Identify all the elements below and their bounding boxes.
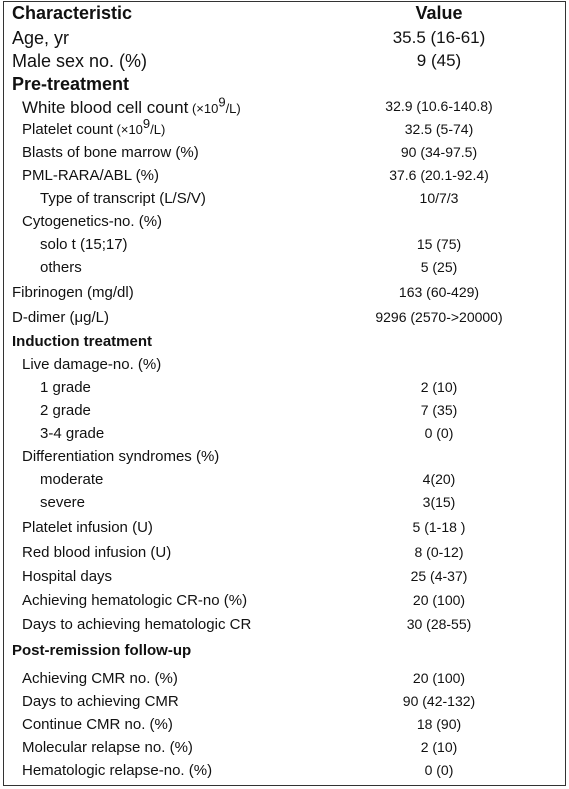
row-value: 15 (75) [416,236,462,252]
row-label: Hematologic relapse-no. (%) [22,762,213,779]
row-label: Continue CMR no. (%) [22,716,173,733]
row-label: Platelet count $(\times 10^9/L)$ [22,116,166,138]
table-row [4,51,565,73]
section-heading [4,333,565,355]
table-row [4,309,565,331]
row-label: Achieving hematologic CR-no (%) [22,592,248,609]
row-value: 7 (35) [420,402,458,418]
table-row [4,616,565,638]
row-value: 90 (34-97.5) [400,144,478,160]
row-value: 163 (60-429) [398,284,480,300]
table-row [4,167,565,189]
header-value: Value [415,3,463,23]
row-value: 25 (4-37) [410,568,468,584]
row-label: D-dimer (μg/L) [12,309,109,326]
row-label: Blasts of bone marrow (%) [22,144,199,161]
row-label: Differentiation syndromes (%) [22,448,220,465]
table-row [4,448,565,470]
row-label: Hospital days [22,568,113,585]
row-value: 3(15) [422,494,456,510]
row-value: 2 (10) [420,739,458,755]
row-value: 32.9 (10.6-140.8) [385,98,493,114]
table-row [4,144,565,166]
row-value: 4(20) [422,471,456,487]
table-row [4,28,565,50]
table-row [4,693,565,715]
section-heading [4,642,565,664]
row-label: Molecular relapse no. (%) [22,739,193,756]
row-label: Fibrinogen (mg/dl) [12,284,134,301]
row-value: 30 (28-55) [406,616,472,632]
row-label: solo t (15;17) [40,236,128,253]
characteristics-table [3,1,566,786]
table-row [4,213,565,235]
row-value: 37.6 (20.1-92.4) [389,167,489,183]
table-row [4,519,565,541]
row-label: moderate [40,471,104,488]
row-value: 20 (100) [412,592,466,608]
table-row [4,592,565,614]
table-row [4,425,565,447]
table-row [4,716,565,738]
table-row [4,568,565,590]
row-value: 32.5 (5-74) [404,121,474,137]
table-row [4,259,565,281]
table-row [4,356,565,378]
row-value: 20 (100) [412,670,466,686]
table-row [4,284,565,306]
table-row [4,670,565,692]
table-row [4,402,565,424]
table-row [4,739,565,761]
table-header [4,3,565,25]
row-label: PML-RARA/ABL (%) [22,167,159,184]
row-value: 5 (25) [420,259,458,275]
table-row [4,379,565,401]
row-label: Live damage-no. (%) [22,356,162,373]
table-row [4,544,565,566]
row-value: 90 (42-132) [402,693,476,709]
section-title: Post-remission follow-up [12,642,192,659]
table-row [4,471,565,493]
row-value: 5 (1-18 ) [412,519,466,535]
section-title: Pre-treatment [12,74,130,94]
row-value: 2 (10) [420,379,458,395]
row-label: 2 grade [40,402,91,419]
row-value: 10/7/3 [419,190,459,206]
table-row [4,94,565,120]
row-label: Platelet infusion (U) [22,519,153,536]
section-heading [4,74,565,96]
row-label: Red blood infusion (U) [22,544,172,561]
row-value: 9296 (2570->20000) [375,309,503,325]
row-label: Days to achieving CMR [22,693,179,710]
row-label: Type of transcript (L/S/V) [40,190,206,207]
row-label: Cytogenetics-no. (%) [22,213,163,230]
table-row [4,494,565,516]
section-title: Induction treatment [12,333,153,350]
table-row [4,762,565,784]
row-label: Male sex no. (%) [12,51,148,71]
row-value: 35.5 (16-61) [392,28,486,47]
table-row [4,190,565,212]
row-value: 8 (0-12) [414,544,464,560]
table-row [4,236,565,258]
row-label: Age, yr [12,28,70,48]
header-characteristic: Characteristic [12,3,133,23]
row-label: others [40,259,82,276]
row-value: 0 (0) [424,762,454,778]
row-value: 0 (0) [424,425,454,441]
row-label: White blood cell count $(\times 10^9/L)$ [22,94,241,117]
row-label: Days to achieving hematologic CR [22,616,252,633]
row-label: 1 grade [40,379,91,396]
row-label: severe [40,494,86,511]
table-row [4,116,565,143]
row-value: 18 (90) [416,716,462,732]
row-label: Achieving CMR no. (%) [22,670,178,687]
row-label: 3-4 grade [40,425,105,442]
row-value: 9 (45) [416,51,462,70]
